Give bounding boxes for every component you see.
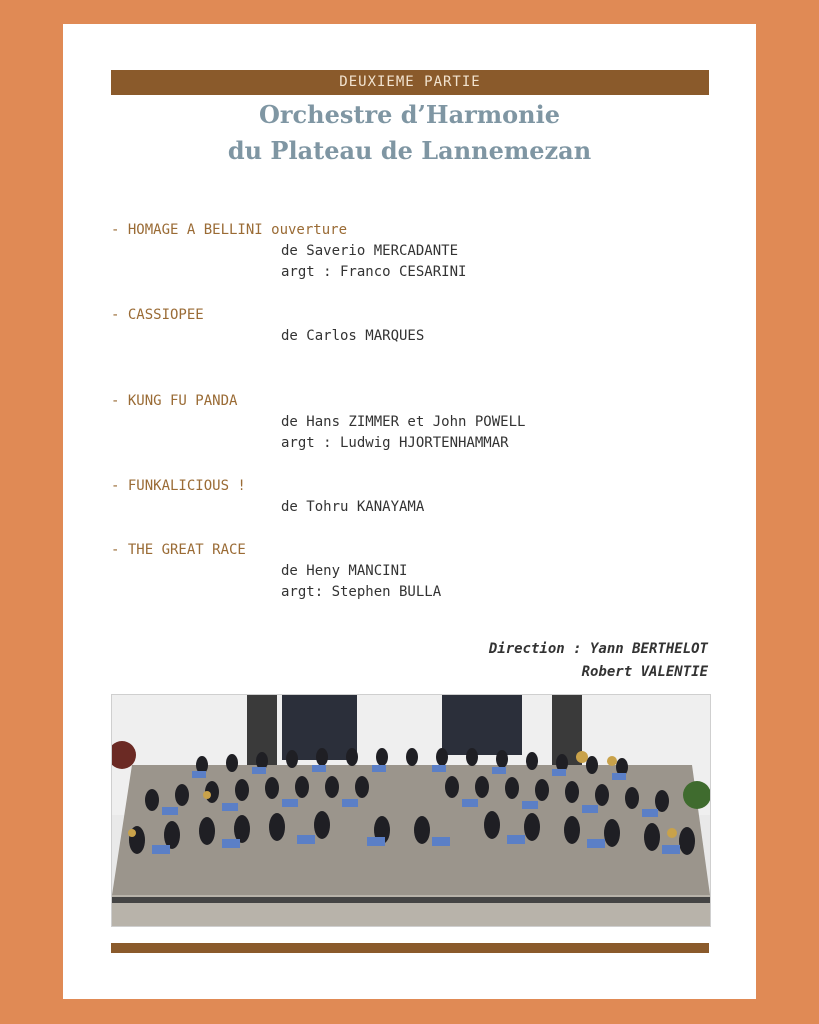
orchestra-title-line2: du Plateau de Lannemezan [227, 136, 592, 165]
direction-line1: Direction : Yann BERTHELOT [488, 641, 708, 657]
piece-composer: de Tohru KANAYAMA [281, 499, 425, 515]
piece-title: - HOMAGE A BELLINI ouverture [111, 222, 348, 238]
piece-arranger: argt : Ludwig HJORTENHAMMAR [281, 435, 509, 451]
piece-composer: de Heny MANCINI [281, 563, 408, 579]
piece-composer: de Saverio MERCADANTE [281, 243, 459, 259]
piece-arranger: argt : Franco CESARINI [281, 264, 467, 280]
piece-arranger: argt: Stephen BULLA [281, 584, 442, 600]
direction-line2: Robert VALENTIE [581, 664, 708, 680]
piece-title: - CASSIOPEE [111, 307, 204, 323]
piece-composer: de Hans ZIMMER et John POWELL [281, 414, 526, 430]
bottom-divider [111, 943, 709, 953]
piece-composer: de Carlos MARQUES [281, 328, 425, 344]
orchestra-title-line1: Orchestre d’Harmonie [259, 100, 560, 129]
orchestra-photo-graphic [112, 695, 710, 926]
section-banner: DEUXIEME PARTIE [111, 70, 709, 95]
piece-title: - KUNG FU PANDA [111, 393, 238, 409]
piece-title: - THE GREAT RACE [111, 542, 246, 558]
orchestra-photo [111, 694, 711, 927]
piece-title: - FUNKALICIOUS ! [111, 478, 246, 494]
program-page [63, 24, 756, 999]
